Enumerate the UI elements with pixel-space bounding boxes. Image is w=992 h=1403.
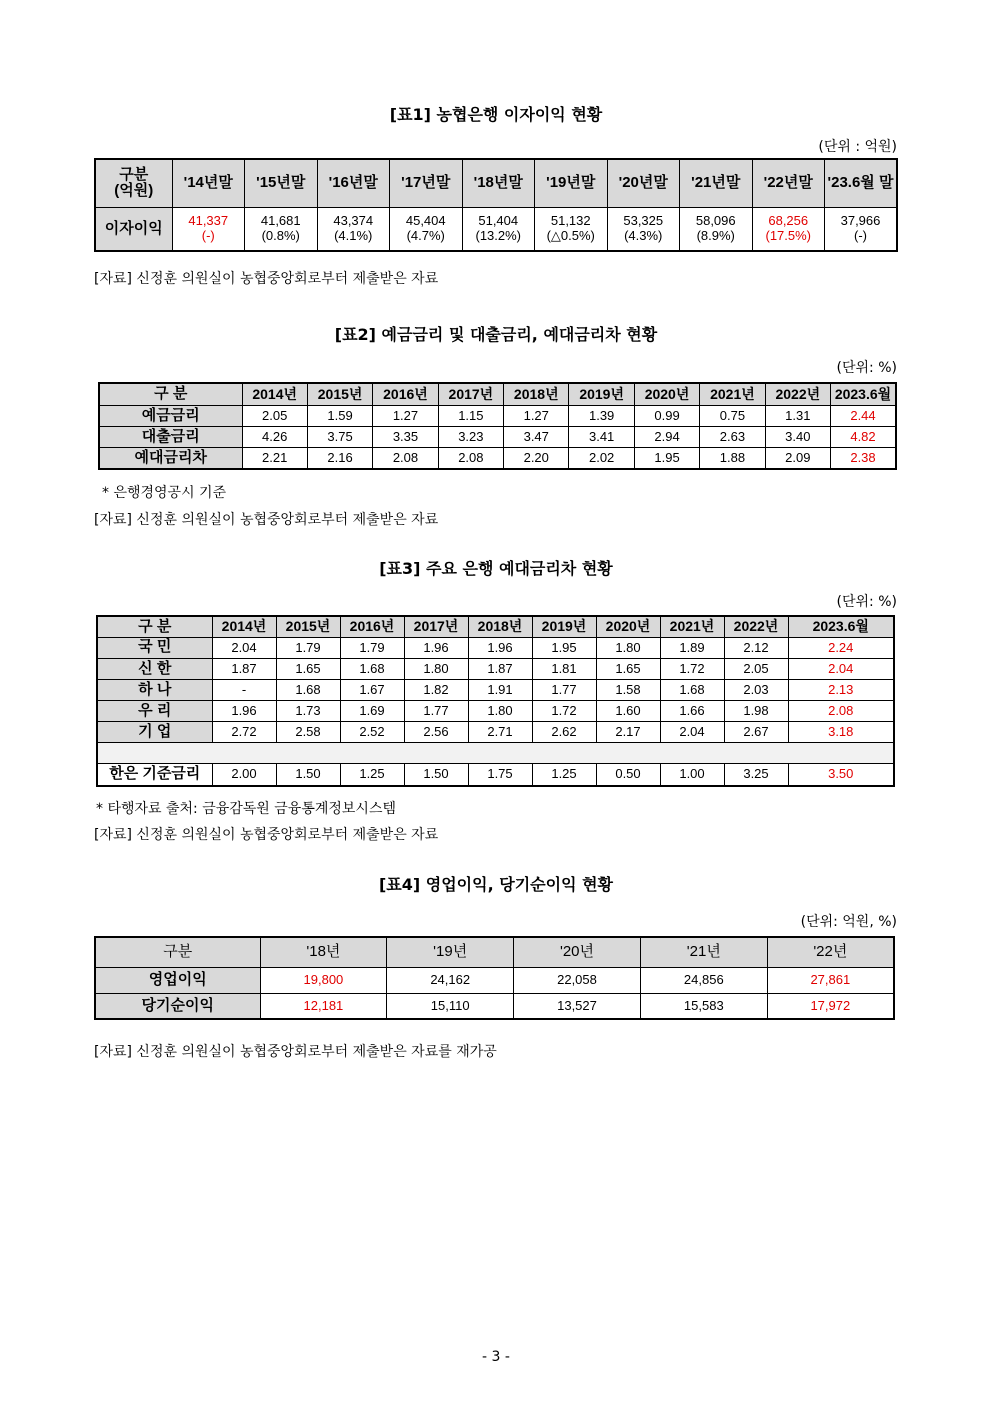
table-cell (390, 207, 463, 251)
row-label: 우 리 (97, 700, 212, 721)
table-cell: 1.67 (340, 679, 404, 700)
table-cell: 1.89 (660, 637, 724, 658)
table-cell: 1.00 (660, 764, 724, 786)
row-label: 대출금리 (99, 426, 242, 447)
column-header: 2018년 (468, 616, 532, 637)
table-cell: 2.20 (504, 448, 569, 469)
table-cell: 3.35 (373, 426, 438, 447)
table-cell: 1.88 (700, 448, 765, 469)
table-cell: 2.05 (724, 658, 788, 679)
table-cell: 1.80 (468, 700, 532, 721)
table-cell: 1.66 (660, 700, 724, 721)
column-header: 2023.6월 (831, 383, 896, 405)
table-cell: 2.72 (212, 722, 276, 743)
table-cell: 1.65 (596, 658, 660, 679)
table-cell: 1.81 (532, 658, 596, 679)
table4 (94, 936, 895, 1020)
table-row (97, 658, 894, 679)
table-cell: 2.08 (438, 448, 503, 469)
table-cell: 1.39 (569, 405, 634, 426)
table2 (98, 382, 897, 470)
table-cell: 3.23 (438, 426, 503, 447)
table-cell: 1.15 (438, 405, 503, 426)
table-cell: 1.98 (724, 700, 788, 721)
row-label: 한은 기준금리 (97, 764, 212, 786)
column-header: '21년 (640, 937, 767, 967)
table-cell: 2.02 (569, 448, 634, 469)
column-header: 2016년 (373, 383, 438, 405)
table-cell: 19,800 (260, 967, 387, 993)
table-cell (752, 207, 825, 251)
table-cell: 1.75 (468, 764, 532, 786)
table-cell: 2.05 (242, 405, 307, 426)
table-cell: 1.96 (468, 637, 532, 658)
table-cell: 0.75 (700, 405, 765, 426)
table-cell (607, 207, 680, 251)
table-cell: 3.75 (307, 426, 372, 447)
table-corner: 구분 (95, 937, 260, 967)
table-cell: 4.26 (242, 426, 307, 447)
table1-source: [자료] 신정훈 의원실이 농협중앙회로부터 제출받은 자료 (94, 271, 439, 287)
column-header: '19년말 (535, 159, 608, 207)
table-cell: 1.27 (373, 405, 438, 426)
table1-title: [표1] 농협은행 이자이익 현황 (389, 105, 603, 124)
cell-value: 45,404 (405, 213, 446, 229)
column-header: '18년말 (462, 159, 535, 207)
table-cell: 2.67 (724, 722, 788, 743)
table-cell: 3.18 (788, 722, 894, 743)
cell-rate: (8.9%) (696, 227, 735, 243)
table-cell: 15,110 (387, 993, 514, 1019)
table-row (99, 448, 896, 469)
table1-unit: (단위 : 억원) (818, 139, 897, 155)
table-cell: 1.68 (276, 679, 340, 700)
row-label: 영업이익 (95, 967, 260, 993)
table-row (97, 700, 894, 721)
table4-title: [표4] 영업이익, 당기순이익 현황 (378, 875, 614, 894)
table-corner: 구 분 (99, 383, 242, 405)
column-header: 2021년 (660, 616, 724, 637)
column-header: 2017년 (404, 616, 468, 637)
table-cell: 3.25 (724, 764, 788, 786)
table-cell: 2.38 (831, 448, 896, 469)
table-cell: 3.50 (788, 764, 894, 786)
table-cell: 13,527 (514, 993, 641, 1019)
table-cell: 17,972 (767, 993, 894, 1019)
table-cell: 1.96 (212, 700, 276, 721)
column-header: 2019년 (569, 383, 634, 405)
row-label: 예금금리 (99, 405, 242, 426)
table-cell: 15,583 (640, 993, 767, 1019)
table-cell: 1.25 (532, 764, 596, 786)
table-cell: 1.79 (276, 637, 340, 658)
row-label: 신 한 (97, 658, 212, 679)
table-cell: 24,856 (640, 967, 767, 993)
table-cell: 2.12 (724, 637, 788, 658)
column-header: '17년말 (390, 159, 463, 207)
table2-title: [표2] 예금금리 및 대출금리, 예대금리차 현황 (334, 325, 658, 344)
table-cell: 1.72 (532, 700, 596, 721)
column-header: '21년말 (680, 159, 753, 207)
column-header: '14년말 (172, 159, 245, 207)
table-cell: 2.24 (788, 637, 894, 658)
cell-value: 41,337 (188, 213, 229, 229)
column-header: 2014년 (212, 616, 276, 637)
table-cell: 24,162 (387, 967, 514, 993)
table-row (97, 722, 894, 743)
table-cell: 1.68 (340, 658, 404, 679)
column-header: '22년말 (752, 159, 825, 207)
table-cell (535, 207, 608, 251)
column-header: 2017년 (438, 383, 503, 405)
table-cell (317, 207, 390, 251)
table-cell: 1.80 (596, 637, 660, 658)
cell-rate: (-) (854, 227, 867, 243)
table-cell: 1.68 (660, 679, 724, 700)
table-row (97, 637, 894, 658)
table-corner: 구 분 (97, 616, 212, 637)
table-row (97, 764, 894, 786)
table-cell: 3.40 (765, 426, 830, 447)
table-cell: 1.82 (404, 679, 468, 700)
table-cell: 2.62 (532, 722, 596, 743)
table-row (95, 993, 894, 1019)
column-header: 2022년 (724, 616, 788, 637)
table-cell: 2.21 (242, 448, 307, 469)
table-cell (172, 207, 245, 251)
table3-title: [표3] 주요 은행 예대금리차 현황 (379, 559, 613, 578)
table-cell: 0.50 (596, 764, 660, 786)
table2-footnote: * 은행경영공시 기준 (102, 485, 227, 501)
table-cell: 12,181 (260, 993, 387, 1019)
table-row (97, 679, 894, 700)
table-cell: 1.65 (276, 658, 340, 679)
table-cell: 1.27 (504, 405, 569, 426)
column-header: '18년 (260, 937, 387, 967)
cell-value: 43,374 (333, 213, 374, 229)
table-cell: 3.47 (504, 426, 569, 447)
table-cell: 2.08 (788, 700, 894, 721)
table-cell (680, 207, 753, 251)
column-header: '15년말 (245, 159, 318, 207)
table-cell: 2.04 (212, 637, 276, 658)
table-cell: 2.00 (212, 764, 276, 786)
cell-value: 53,325 (623, 213, 664, 229)
table-cell: 2.13 (788, 679, 894, 700)
cell-rate: (4.3%) (624, 227, 663, 243)
spacer-row (97, 743, 894, 764)
table-cell: 1.73 (276, 700, 340, 721)
column-header: 2015년 (307, 383, 372, 405)
row-label: 국 민 (97, 637, 212, 658)
table-cell: - (212, 679, 276, 700)
cell-rate: (△0.5%) (546, 227, 595, 243)
table-cell (825, 207, 898, 251)
column-header: '20년 (514, 937, 641, 967)
table-cell: 2.08 (373, 448, 438, 469)
column-header: 2020년 (634, 383, 699, 405)
table-cell: 2.52 (340, 722, 404, 743)
column-header: 2023.6월 (788, 616, 894, 637)
column-header: 2020년 (596, 616, 660, 637)
table-cell: 2.17 (596, 722, 660, 743)
table3-source: [자료] 신정훈 의원실이 농협중앙회로부터 제출받은 자료 (94, 827, 439, 843)
cell-value: 68,256 (768, 213, 809, 229)
cell-rate: (4.1%) (334, 227, 373, 243)
cell-rate: (13.2%) (475, 227, 522, 243)
cell-value: 58,096 (695, 213, 736, 229)
column-header: '16년말 (317, 159, 390, 207)
table-cell: 1.77 (404, 700, 468, 721)
column-header: 2014년 (242, 383, 307, 405)
table-cell: 4.82 (831, 426, 896, 447)
table-cell: 2.94 (634, 426, 699, 447)
row-label: 당기순이익 (95, 993, 260, 1019)
table-cell: 0.99 (634, 405, 699, 426)
row-label: 기 업 (97, 722, 212, 743)
column-header: 2016년 (340, 616, 404, 637)
table3-unit: (단위: %) (836, 594, 897, 610)
column-header: '19년 (387, 937, 514, 967)
table-cell: 1.58 (596, 679, 660, 700)
table-cell: 1.95 (532, 637, 596, 658)
table2-unit: (단위: %) (836, 360, 897, 376)
table-row (99, 426, 896, 447)
column-header: 2015년 (276, 616, 340, 637)
table3 (96, 615, 895, 787)
table-cell: 2.63 (700, 426, 765, 447)
table-cell: 1.79 (340, 637, 404, 658)
cell-value: 41,681 (260, 213, 301, 229)
table1-corner: 구분 (억원) (95, 159, 172, 207)
cell-rate: (-) (201, 227, 215, 243)
table-cell: 2.09 (765, 448, 830, 469)
table-cell: 2.44 (831, 405, 896, 426)
table-cell: 1.31 (765, 405, 830, 426)
table-cell: 1.59 (307, 405, 372, 426)
page-number: - 3 - (482, 1349, 510, 1365)
table4-unit: (단위: 억원, %) (800, 914, 897, 930)
table-cell (245, 207, 318, 251)
column-header: 2022년 (765, 383, 830, 405)
column-header: '22년 (767, 937, 894, 967)
table-row (99, 405, 896, 426)
table-cell: 3.41 (569, 426, 634, 447)
table-cell: 1.50 (276, 764, 340, 786)
table-cell: 1.80 (404, 658, 468, 679)
table-cell: 2.16 (307, 448, 372, 469)
table-cell: 2.04 (788, 658, 894, 679)
table-cell: 2.03 (724, 679, 788, 700)
column-header: '20년말 (607, 159, 680, 207)
row-label: 예대금리차 (99, 448, 242, 469)
table-cell: 1.91 (468, 679, 532, 700)
table-cell: 1.96 (404, 637, 468, 658)
cell-value: 51,404 (478, 213, 519, 229)
cell-rate: (17.5%) (765, 227, 812, 243)
column-header: 2021년 (700, 383, 765, 405)
table-cell: 1.60 (596, 700, 660, 721)
table-cell: 1.72 (660, 658, 724, 679)
column-header: '23.6월 말 (825, 159, 898, 207)
table-cell: 22,058 (514, 967, 641, 993)
table-cell: 2.56 (404, 722, 468, 743)
table-cell: 1.77 (532, 679, 596, 700)
table1 (94, 158, 898, 252)
table-cell: 2.04 (660, 722, 724, 743)
column-header: 2018년 (504, 383, 569, 405)
cell-value: 51,132 (550, 213, 591, 229)
table2-source: [자료] 신정훈 의원실이 농협중앙회로부터 제출받은 자료 (94, 512, 439, 528)
table3-footnote: * 타행자료 출처: 금융감독원 금융통계정보시스템 (96, 801, 396, 817)
table-cell: 2.71 (468, 722, 532, 743)
cell-rate: (4.7%) (406, 227, 445, 243)
table-row (95, 967, 894, 993)
table-cell: 1.87 (212, 658, 276, 679)
table-cell: 1.69 (340, 700, 404, 721)
table-cell: 1.87 (468, 658, 532, 679)
cell-rate: (0.8%) (261, 227, 300, 243)
table4-source: [자료] 신정훈 의원실이 농협중앙회로부터 제출받은 자료를 재가공 (94, 1044, 497, 1060)
table-cell (462, 207, 535, 251)
cell-value: 37,966 (840, 213, 881, 229)
table-cell: 2.58 (276, 722, 340, 743)
row-label: 하 나 (97, 679, 212, 700)
column-header: 2019년 (532, 616, 596, 637)
table-cell: 27,861 (767, 967, 894, 993)
table-cell: 1.25 (340, 764, 404, 786)
row-label: 이자이익 (95, 207, 172, 251)
table-cell: 1.50 (404, 764, 468, 786)
table-cell: 1.95 (634, 448, 699, 469)
